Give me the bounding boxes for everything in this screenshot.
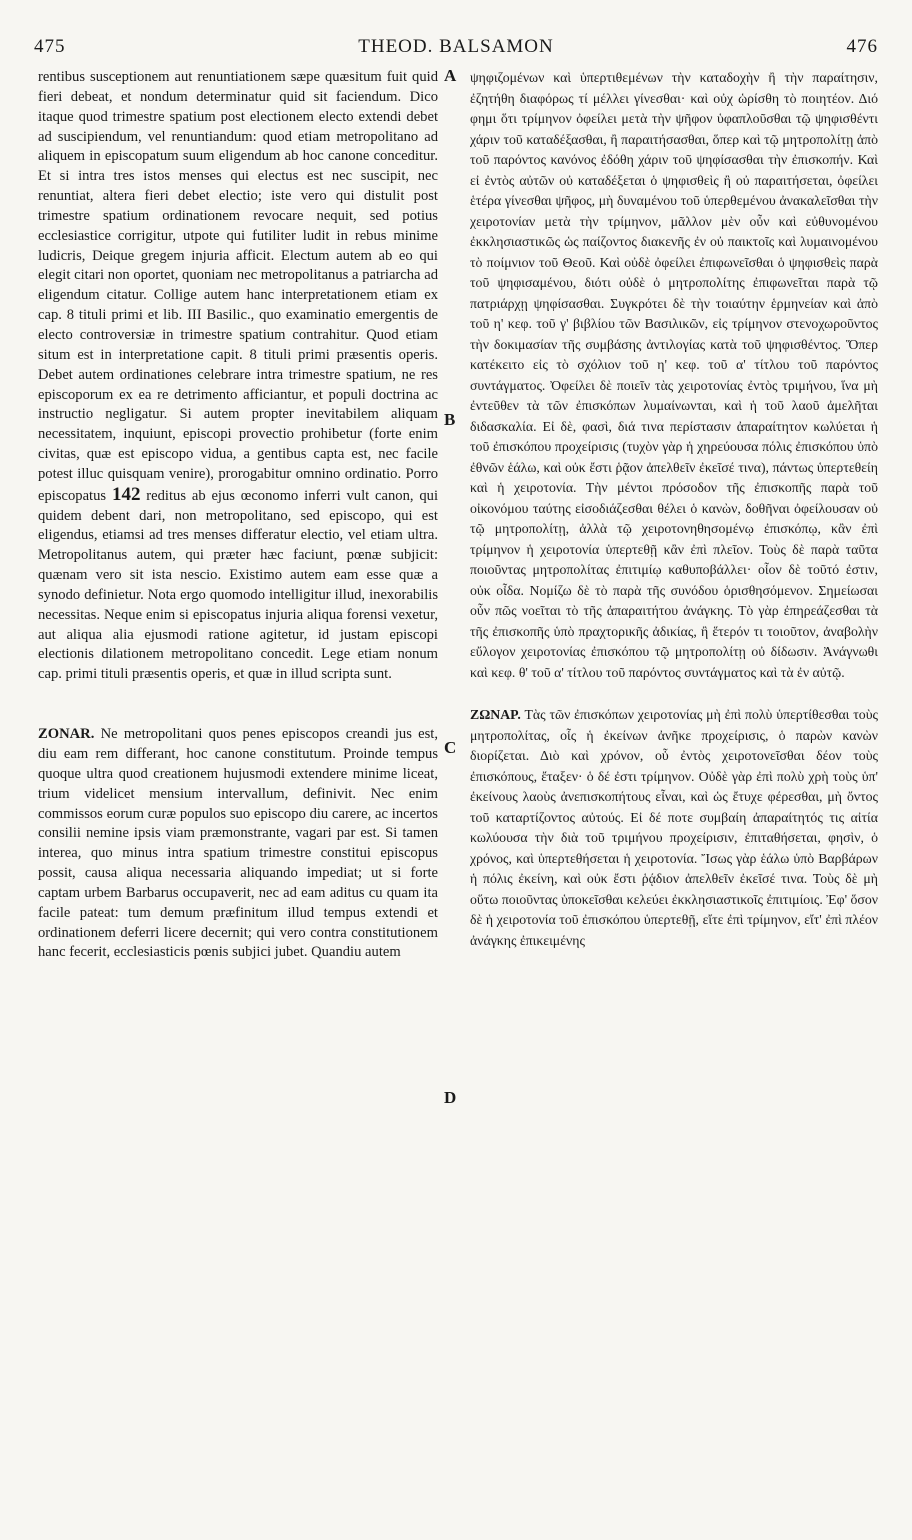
latin-paragraph-1	[38, 68, 438, 685]
latin-para2-text: Ne metropolitani quos penes episcopos creandi jus est, diu eam rem differant, hoc canone constitutum. Proinde tempus quoque ultra quod creationem hujusmodi extendere minime liceat, trium videlicet mensium intervallum, definivit. Nec enim commissos eorum curæ populos suo episcopo diu carere, ac incertos consilii nemine ipsis viam præmonstrante, vagari par est. Si tamen interea, quo minus intra spatium trimestre constitui episcopus possit, causa aliqua necessaria aliquando impediat; ut si forte captam urbem Barbarus occupaverit, nec ad eam aditus cu quam ita facile pateat: tum demum præfinitum illud tempus extendi et ordinationem deferri licere decernit; qui vero contra constitutionem hanc fecerit, ecclesiasticis pœnis subjici jubet. Quandiu autem	[38, 726, 438, 961]
margin-letter-d: D	[444, 1088, 457, 1107]
zonar-label-greek: ΖΩΝΑΡ.	[470, 707, 521, 722]
right-page-number: 476	[846, 36, 878, 57]
greek-paragraph-1: ψηφιζομένων καὶ ὑπερτιθεμένων τὴν καταδοχὴν ἢ τὴν παραίτησιν, ἐζητήθη διαφόρως τί μέλλει γίνεσθαι· καὶ οὐχ ὡρίσθη τὸ ποιητέον. Διό φημι ὅτι τρίμηνον ὀφείλει μετὰ τὴν ψῆφον ὑφαπλοῦσθαι τῷ ψηφισθέντι χάριν τοῦ καταδέξασθαι, ἢ παραιτήσασθαι, ὅπερ καὶ τῷ μητροπολίτῃ ἀπὸ τοῦ παρόντος κανόνος ἐδόθη χάριν τοῦ ψηφίσασθαι τὴν ἐπισκοπήν. Καὶ εἰ ἐντὸς αὐτῶν οὐ καταδέξεται ὁ ψηφισθεὶς ἢ οὐ παραιτήσεται, ὀφείλει ἑτέρα γίνεσθαι ψῆφος, μὴ δυναμένου τοῦ ὑπερθεμένου ἀνακαλεῖσθαι τὴν χειροτονίαν μετὰ τὴν τρίμηνον, μᾶλλον μὲν οὖν καὶ εὐθυνομένου ἐκκλησιαστικῶς ὡς παίζοντος διακενῆς ἐν οὐ παικτοῖς καὶ λυμαινομένου τὸ ποίμνιον τοῦ Θεοῦ. Καὶ οὐδὲ ὀφείλει ἐπιφωνεῖσθαι ὁ ψηφισθεὶς παρὰ τοῦ ψηφισαμένου, διότι οὐδὲ ὁ μητροπολίτης ἐπιφωνεῖται παρὰ τῷ πατριάρχῃ ψηφίσασθαι. Συγκρότει δὲ τὴν τοιαύτην ἑρμηνείαν καὶ ἀπὸ τοῦ η' κεφ. τοῦ γ' βιβλίου τῶν Βασιλικῶν, εἰς τρίμηνον στενοχωροῦντος τὴν δοκιμασίαν τῆς συμβάσης ἀντιλογίας κατὰ τοῦ ψηφισθέντος. Ὅπερ κατέκειτο εἰς τὸ σχόλιον τοῦ η' κεφ. τοῦ α' τίτλου τοῦ παρόντος συντάγματος. Ὀφείλει δὲ ποιεῖν τὰς χειροτονίας ἐντὸς τριμήνου, ἵνα μὴ ἐντεῦθεν τὰ τῶν ἐπισκόπων λυμαίνωνται, καὶ ἡ τοῦ λαοῦ ἀμελῆται διδασκαλία. Εἰ δὲ, φασὶ, διά τινα περίστασιν ἀπαραίτητον κωλύεται ἡ τοῦ ἐπισκόπου προχείρισις (τυχὸν γὰρ ἡ χηρεύουσα πόλις ἐπισκόπου ὑπὸ ἐθνῶν ἑάλω, καὶ οὐκ ἔστι ῥᾷον ἀπελθεῖν ἐκεῖσέ τινα), πάντως ὑπερτεθείη καὶ ἡ χειροτονία. Τὴν μέντοι πρόσοδον τῆς ἐπισκοπῆς παρὰ τοῦ οἰκονόμου ταύτης εἰσοδιάζεσθαι θέλει ὁ κανὼν, δοθῆναι ὀφείλουσαν οὐ τῷ μητροπολίτῃ, ἀλλὰ τῷ χειροτονηθησομένῳ ἐπισκόπῳ, κἂν ἐπὶ τρίμηνον ἡ χειροτονία ὑπερτεθῇ κἂν ἐπὶ πλεῖον. Τοὺς δὲ παρὰ ταῦτα ποιοῦντας μητροπολίτας ἐπιτιμίῳ καθυποβάλλει· οἷον δὲ τοῦτό ἐστιν, οὐκ οἶδα. Νομίζω δὲ τὸ παρὰ τῆς συνόδου ὁρισθησόμενον. Σημείωσαι οὖν πῶς νοεῖται τὸ τῆς ἀπαραιτήτου ἀνάγκης. Τὸ γὰρ ἐπηρεάζεσθαι τὰ τῆς ἐπισκοπῆς ὑπὸ πραχτορικῆς ἀδικίας, ἢ ἕτερόν τι τοιοῦτον, ἀναβολὴν εὔλογον χειροτονίας ἐπισκόπου τῷ μητροπολίτῃ οὐ δίδωσιν. Ἀνάγνωθι καὶ κεφ. θ' τοῦ α' τίτλου τοῦ παρόντος συντάγματος καὶ τὰ ἐν αὐτῷ.	[470, 70, 878, 680]
latin-para1-part-b: reditus ab ejus œconomo inferri vult canon, qui quidem debent dari, non metropolitano, sed episcopo, qui est eligendus, etiamsi ad tres menses differatur electio, vel etiam ultra. Metropolitanus autem, qui præter hæc faciunt, pœnæ subjicit: quænam vero sit ista nescio. Existimo autem eam esse quæ a synodo definietur. Nota ergo quomodo intelligitur illud, inexorabilis necessitas. Neque enim si episcopatus injuria aliqua forensi vexetur, aut aliqua alia ejusmodi ratione agitetur, id justam episcopi electionis dilationem metropolitano concedit. Lege etiam nonum cap. primi tituli præsentis operis, et quæ in illud scripta sunt.	[38, 487, 438, 683]
margin-letter-c: C	[444, 738, 457, 757]
latin-para1-part-a: rentibus susceptionem aut renuntiationem sæpe quæsitum fuit quid fieri debeat, et nondum determinatur quid sit faciendum. Dico itaque quod trimestre spatium post electionem electo extendi debet ad suscipiendum, vel renuntiandum: quod etiam metropolitano ad aliquem in episcopatum suum eligendum ab hoc canone conceditur. Et si intra tres istos menses qui electus est nec suscipit, nec renuntiat, altera fieri debet electio; iste vero qui distulit post trimestre spatium ordinationem revocare nequit, sed potius ecclesiasticе corrigitur, utpote qui futiliter ludit in rebus minime ludicris, Deique gregem injuria afficit. Electum autem ab eo qui elegit citari non oportet, quoniam nec metropolitanus a patriarcha ad eligendum citatur. Collige autem hanc interpretationem etiam ex cap. 8 tituli primi et lib. III Basilic., quo examinatio emergentis de electo controversiæ in trimestre spatium contrahitur. Quod etiam situm est in interpretatione capit. 8 tituli primi præsentis operis. Debet autem ordinationes celebrare intra trimestre spatium, ne res episcoporum ex ea re detrimento afficiantur, et populi doctrina ac instructio negligatur. Si autem propter inevitabilem aliquam necessitatem, inquiunt, episcopi provectio prohibetur (forte enim civitas, quæ est episcopo vidua, a gentibus capta est, nec facile potest illuc quisquam venire), prorogabitur omnino ordinatio. Porro episcopatus	[38, 69, 438, 504]
zonar-label-latin: ZONAR.	[38, 726, 95, 743]
paragraph-spacer	[470, 683, 878, 705]
margin-letters	[444, 0, 464, 1540]
latin-paragraph-2	[38, 725, 438, 963]
greek-para2-text: Τὰς τῶν ἐπισκόπων χειροτονίας μὴ ἐπὶ πολὺ ὑπερτίθεσθαι τοὺς μητροπολίτας, οἷς ἡ ἐκείνων ἀνῆκε προχείρισις, ὁ παρὼν κανὼν διορίζεται. Διὸ καὶ χρόνον, οὗ ἐντὸς χειροτονεῖσθαι δέον τοὺς ἐπισκόπους, ἔταξεν· ὁ δέ ἐστι τρίμηνον. Οὐδὲ γὰρ ἐπὶ πολὺ χρὴ τοὺς ὑπ' ἐκείνους λαοὺς ἀνεπισκοπήτους εἶναι, καὶ ὡς ἔτυχε φέρεσθαι, μὴ ὄντος τοῦ καταρτίζοντος αὐτούς. Εἰ δέ ποτε συμβαίη ἀπαραίτητός τις αἰτία κωλύουσα τὴν διὰ τοῦ τριμήνου προχείρισιν, ἐπιταθήσεται, φησὶν, ὁ χρόνος, καὶ ὑπερτεθήσεται ἡ χειροτονία. Ἴσως γὰρ ἑάλω ὑπὸ Βαρβάρων ἡ πόλις ἐκείνη, καὶ οὐκ ἔστι ῥᾴδιον ἀπελθεῖν ἐκεῖσέ τινα. Τοὺς δὲ μὴ οὕτω ποιοῦντας ὑποκεῖσθαι κελεύει ἐκκλησιαστικοῖς ἐπιτιμίοις. Ἐφ' ὅσον δὲ ἡ χειροτονία τοῦ ἐπισκόπου ὑπερτεθῇ, εἴτε ἐπὶ τρίμηνον, εἴτ' ἐπὶ πλέον ἀνάγκης ἐπικειμένης	[470, 707, 878, 948]
greek-paragraph-2	[470, 705, 878, 951]
margin-letter-b: B	[444, 410, 456, 429]
paragraph-spacer	[38, 685, 438, 725]
running-title: THEOD. BALSAMON	[358, 36, 554, 57]
margin-letter-a: A	[444, 66, 457, 85]
left-page-number: 475	[34, 36, 66, 57]
latin-column	[38, 68, 438, 963]
greek-column	[470, 68, 878, 951]
page-marker: 142	[111, 483, 141, 505]
